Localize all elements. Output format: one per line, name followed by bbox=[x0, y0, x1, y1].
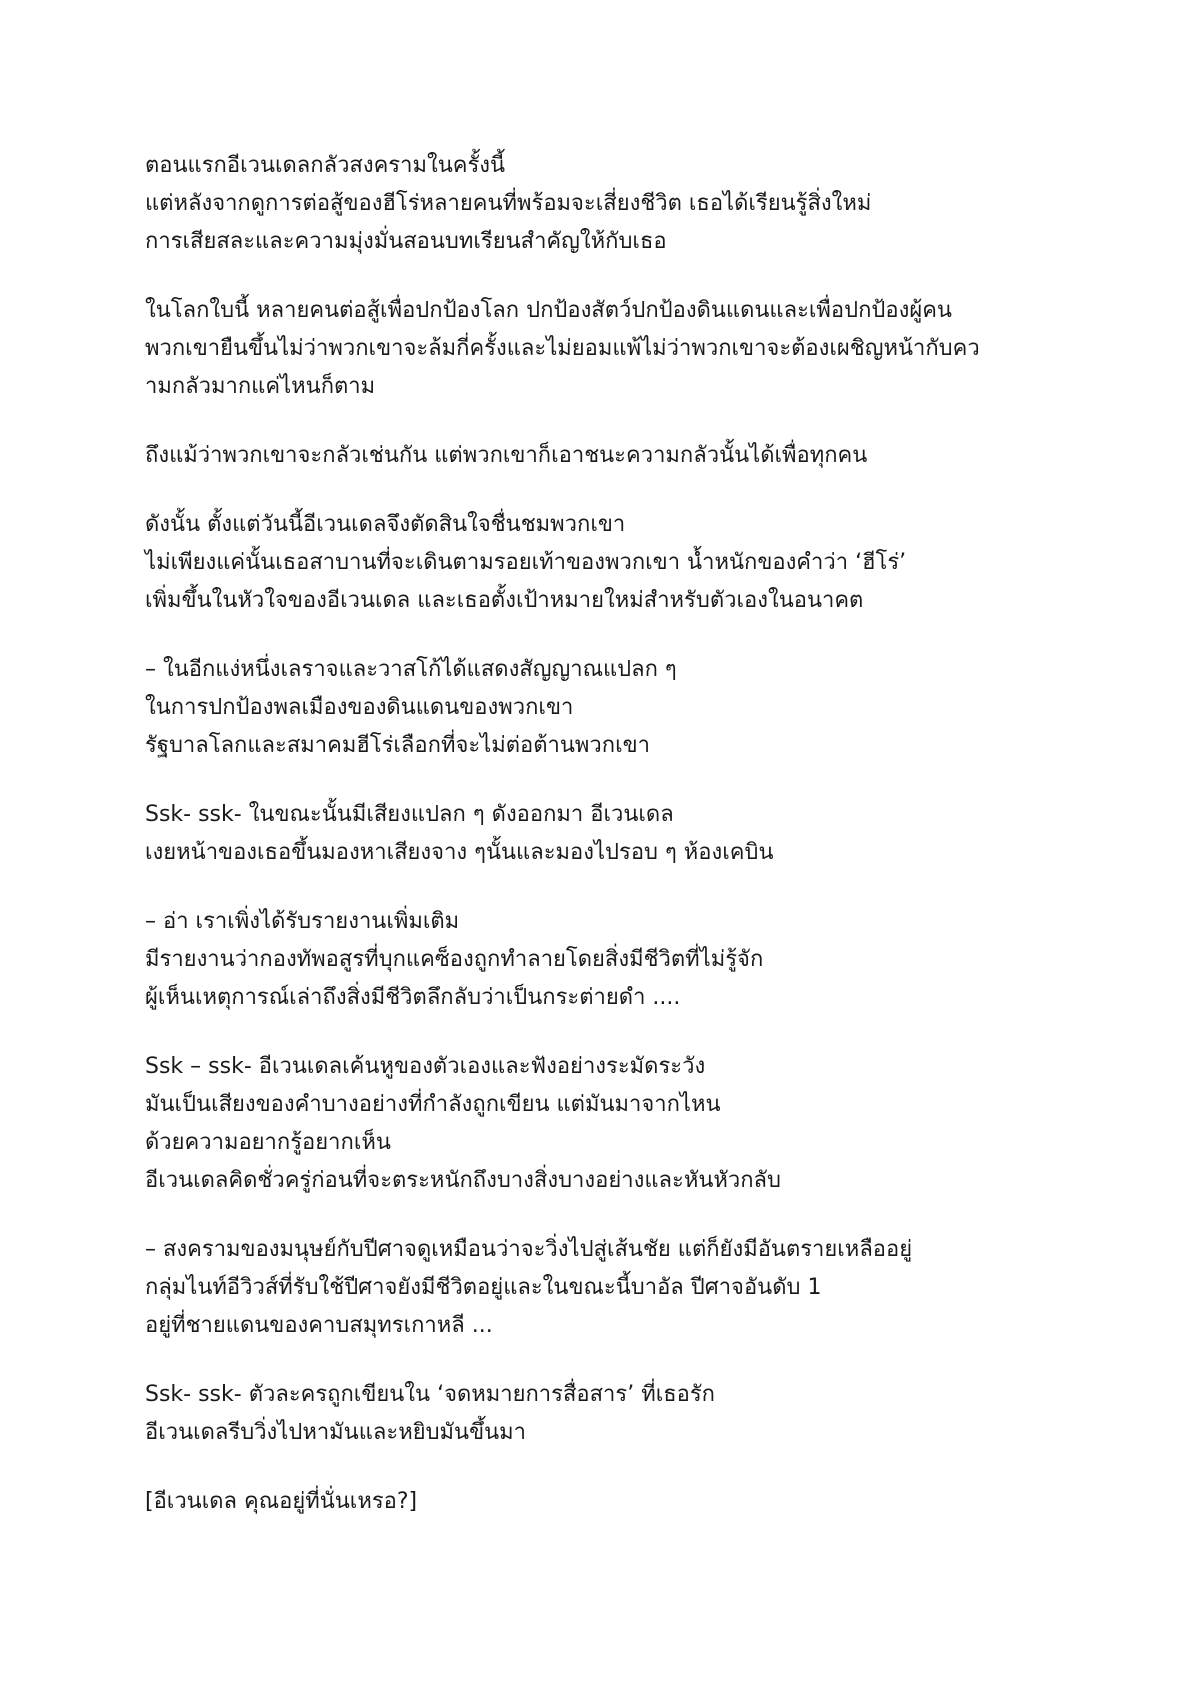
text-line: – ในอีกแง่หนึ่งเลราจและวาสโก้ได้แสดงสัญญาณแปลก ๆ bbox=[145, 657, 677, 682]
text-line: ามกลัวมากแค่ไหนก็ตาม bbox=[145, 374, 376, 399]
text-line: เพิ่มขึ้นในหัวใจของอีเวนเดล และเธอตั้งเป้าหมายใหม่สำหรับตัวเองในอนาคต bbox=[145, 588, 864, 613]
paragraph-7 bbox=[145, 903, 1090, 1017]
text-line: Ssk- ssk- ในขณะนั้นมีเสียงแปลก ๆ ดังออกมา อีเวนเดล bbox=[145, 802, 674, 827]
text-line: ในโลกใบนี้ หลายคนต่อสู้เพื่อปกป้องโลก ปกป้องสัตว์ปกป้องดินแดนและเพื่อปกป้องผู้คน bbox=[145, 298, 952, 323]
paragraph-11 bbox=[145, 1483, 1090, 1521]
text-line: อีเวนเดลรีบวิ่งไปหามันและหยิบมันขึ้นมา bbox=[145, 1420, 527, 1445]
text-line: อยู่ที่ชายแดนของคาบสมุทรเกาหลี ... bbox=[145, 1313, 493, 1338]
text-line: ผู้เห็นเหตุการณ์เล่าถึงสิ่งมีชีวิตลึกลับว่าเป็นกระต่ายดำ .... bbox=[145, 985, 681, 1010]
text-line: – สงครามของมนุษย์กับปีศาจดูเหมือนว่าจะวิ่งไปสู่เส้นชัย แต่ก็ยังมีอันตรายเหลืออยู่ bbox=[145, 1237, 913, 1262]
text-line: อีเวนเดลคิดชั่วครู่ก่อนที่จะตระหนักถึงบางสิ่งบางอย่างและหันหัวกลับ bbox=[145, 1168, 781, 1193]
text-line: ไม่เพียงแค่นั้นเธอสาบานที่จะเดินตามรอยเท้าของพวกเขา น้ำหนักของคำว่า ‘ฮีโร่’ bbox=[145, 550, 907, 575]
text-line: เงยหน้าของเธอขึ้นมองหาเสียงจาง ๆนั้นและมองไปรอบ ๆ ห้องเคบิน bbox=[145, 840, 774, 865]
text-line: ด้วยความอยากรู้อยากเห็น bbox=[145, 1130, 391, 1155]
text-line: ดังนั้น ตั้งแต่วันนี้อีเวนเดลจึงตัดสินใจชื่นชมพวกเขา bbox=[145, 512, 626, 537]
text-line: Ssk- ssk- ตัวละครถูกเขียนใน ‘จดหมายการสื่อสาร’ ที่เธอรัก bbox=[145, 1382, 716, 1407]
paragraph-8 bbox=[145, 1048, 1090, 1200]
text-line: การเสียสละและความมุ่งมั่นสอนบทเรียนสำคัญให้กับเธอ bbox=[145, 229, 667, 254]
text-line: ตอนแรกอีเวนเดลกลัวสงครามในครั้งนี้ bbox=[145, 153, 506, 178]
text-line: ถึงแม้ว่าพวกเขาจะกลัวเช่นกัน แต่พวกเขาก็เอาชนะความกลัวนั้นได้เพื่อทุกคน bbox=[145, 443, 868, 468]
paragraph-5 bbox=[145, 651, 1090, 765]
paragraph-6 bbox=[145, 796, 1090, 872]
paragraph-4 bbox=[145, 506, 1090, 620]
text-line: ในการปกป้องพลเมืองของดินแดนของพวกเขา bbox=[145, 695, 574, 720]
text-line: Ssk – ssk- อีเวนเดลเค้นหูของตัวเองและฟังอย่างระมัดระวัง bbox=[145, 1054, 706, 1079]
text-line: แต่หลังจากดูการต่อสู้ของฮีโร่หลายคนที่พร้อมจะเสี่ยงชีวิต เธอได้เรียนรู้สิ่งใหม่ bbox=[145, 191, 872, 216]
text-line: – อ่า เราเพิ่งได้รับรายงานเพิ่มเติม bbox=[145, 909, 460, 934]
paragraph-10 bbox=[145, 1376, 1090, 1452]
paragraph-1 bbox=[145, 147, 1090, 261]
paragraph-9 bbox=[145, 1231, 1090, 1345]
paragraph-2 bbox=[145, 292, 1090, 406]
text-line: [อีเวนเดล คุณอยู่ที่นั่นเหรอ?] bbox=[145, 1489, 418, 1514]
paragraph-3 bbox=[145, 437, 1090, 475]
text-line: มีรายงานว่ากองทัพอสูรที่บุกแคซ็องถูกทำลายโดยสิ่งมีชีวิตที่ไม่รู้จัก bbox=[145, 947, 764, 972]
text-line: กลุ่มไนท์อีวิวส์ที่รับใช้ปีศาจยังมีชีวิตอยู่และในขณะนี้บาอัล ปีศาจอันดับ 1 bbox=[145, 1275, 822, 1300]
text-line: มันเป็นเสียงของคำบางอย่างที่กำลังถูกเขียน แต่มันมาจากไหน bbox=[145, 1092, 721, 1117]
text-line: พวกเขายืนขึ้นไม่ว่าพวกเขาจะล้มกี่ครั้งและไม่ยอมแพ้ไม่ว่าพวกเขาจะต้องเผชิญหน้ากับคว bbox=[145, 336, 980, 361]
text-line: รัฐบาลโลกและสมาคมฮีโร่เลือกที่จะไม่ต่อต้านพวกเขา bbox=[145, 733, 650, 758]
